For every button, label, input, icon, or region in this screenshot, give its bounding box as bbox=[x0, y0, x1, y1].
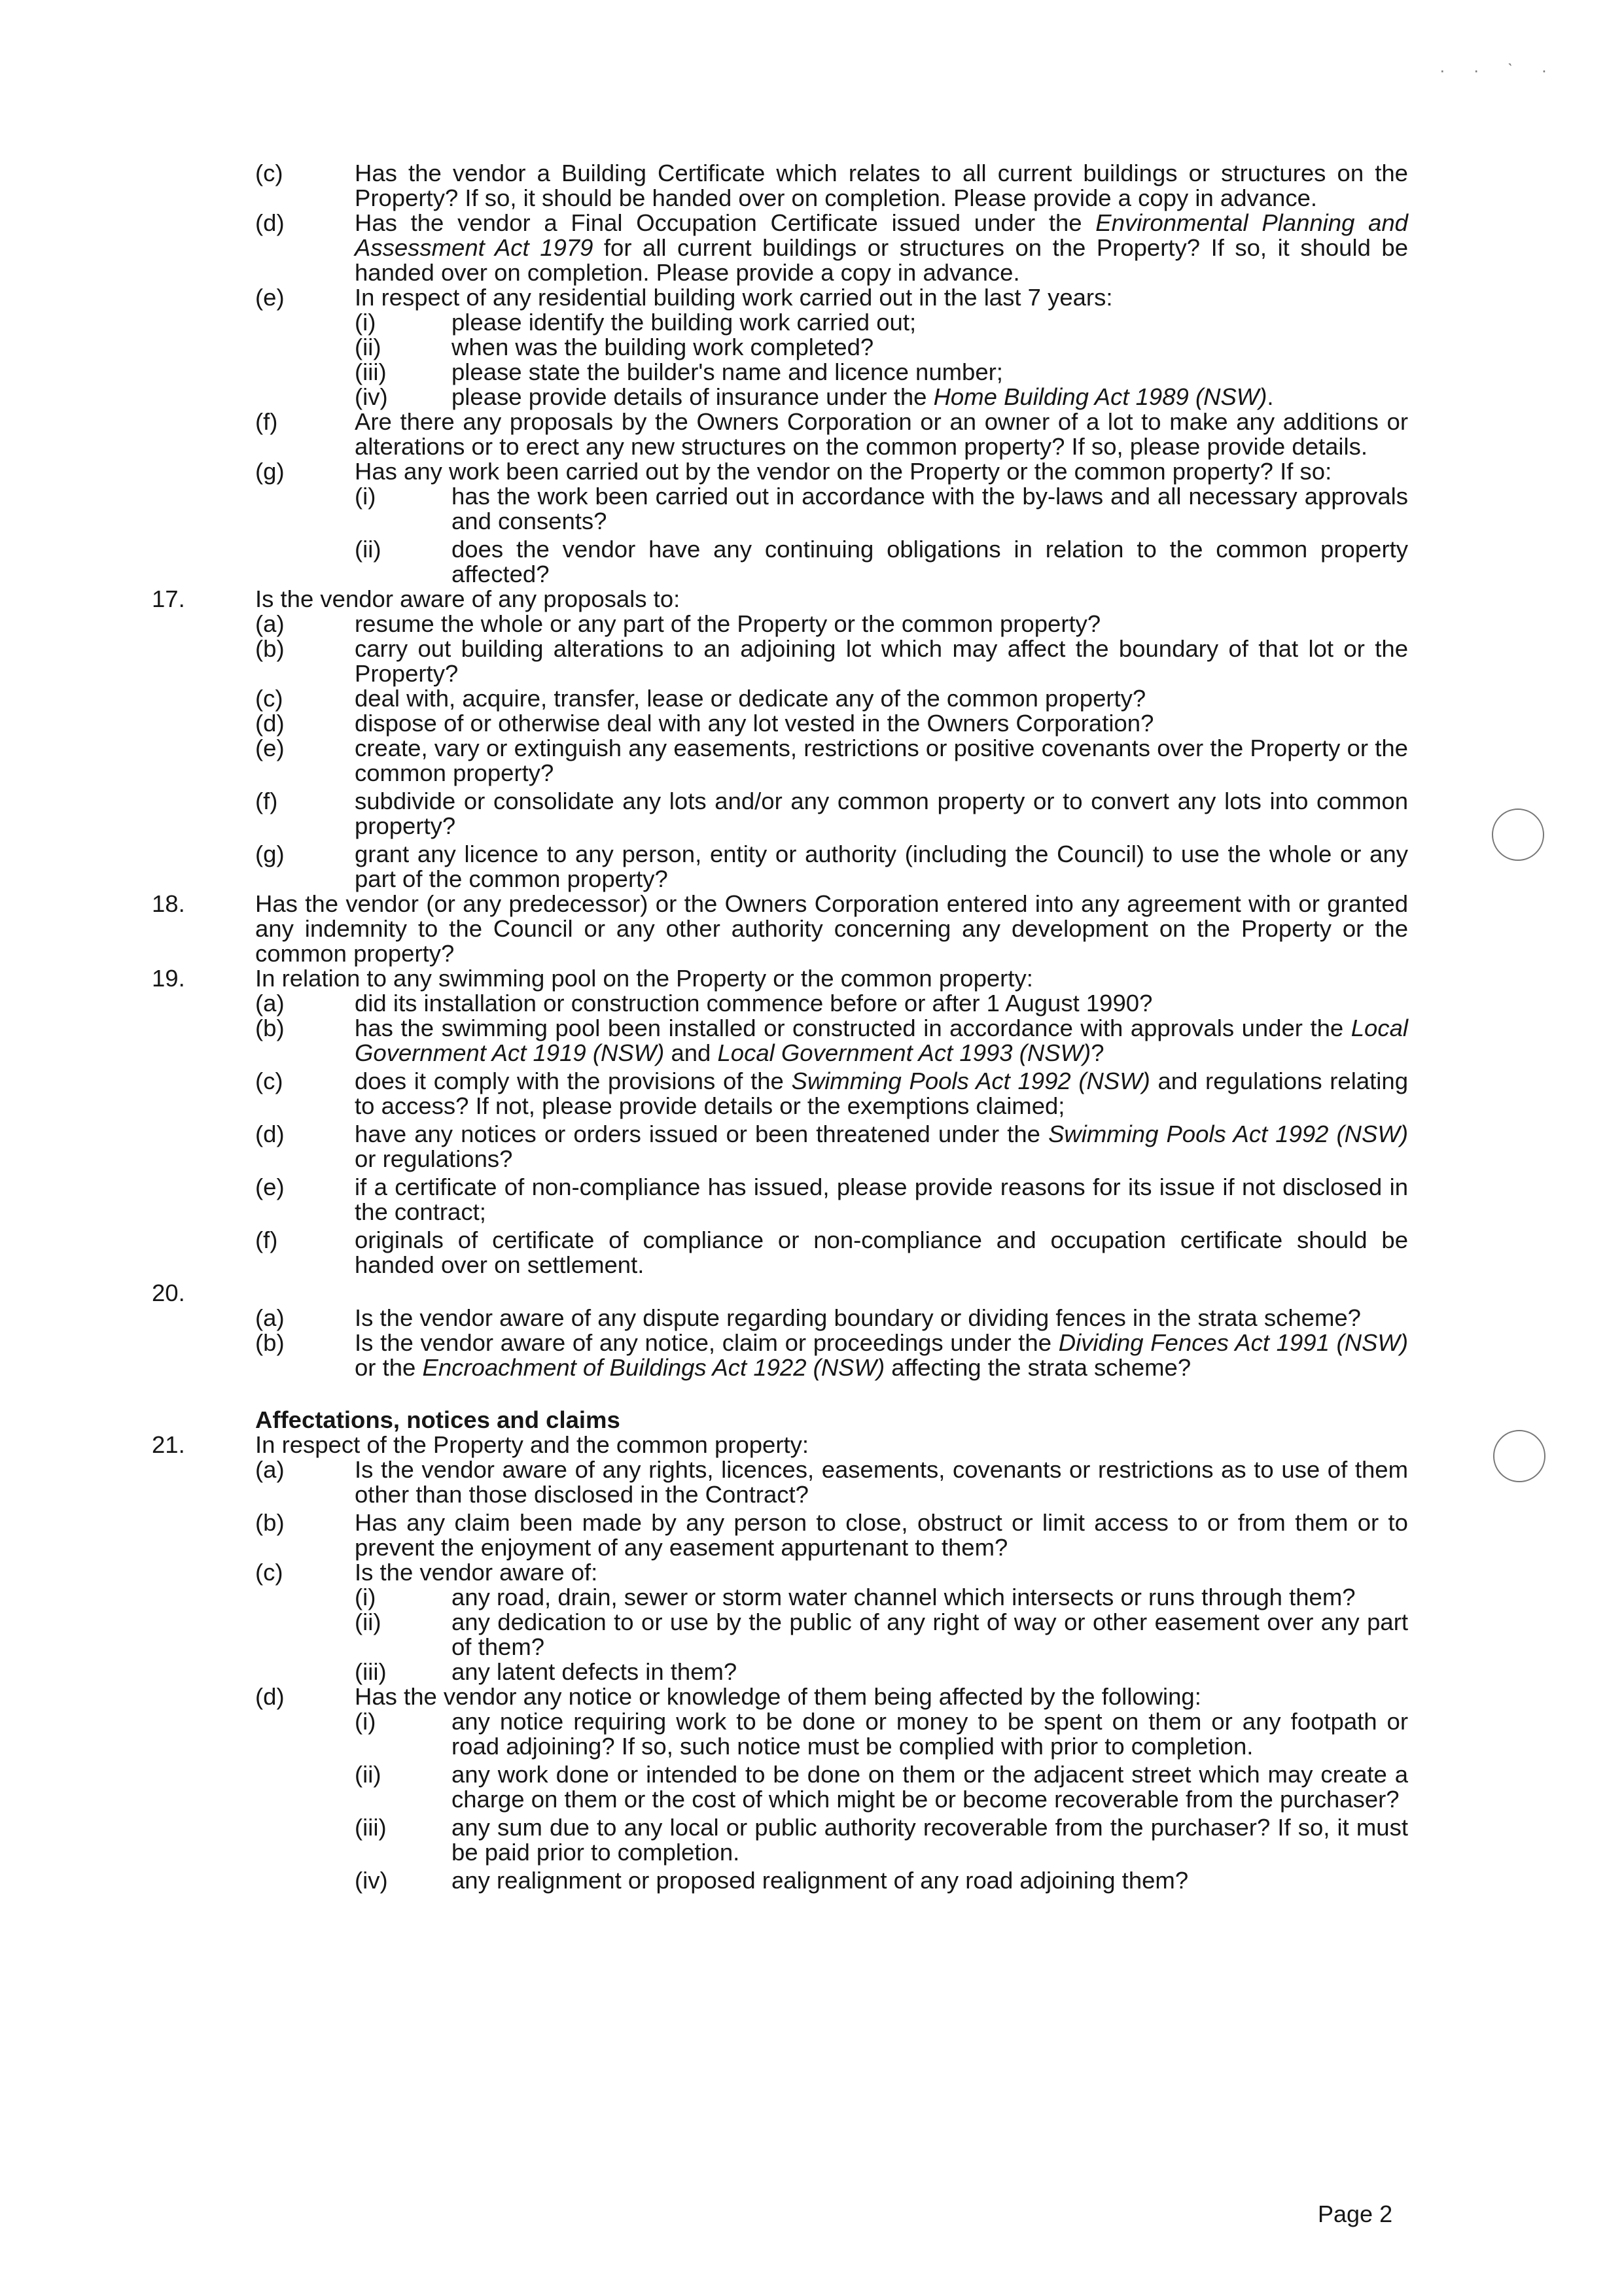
sub-question-item bbox=[152, 1122, 1408, 1172]
item-label: (f) bbox=[255, 788, 278, 814]
sub-sub-question-item bbox=[152, 385, 1408, 409]
question-item bbox=[152, 1281, 1408, 1306]
item-text: In respect of the Property and the common property: bbox=[255, 1431, 809, 1458]
item-text: any notice requiring work to be done or money to be spent on them or any footpath or road adjoining? If so, such notice must be complied with prior to completion. bbox=[451, 1708, 1408, 1760]
item-label: (d) bbox=[255, 710, 285, 737]
item-text: In relation to any swimming pool on the Property or the common property: bbox=[255, 965, 1033, 992]
item-text: did its installation or construction commence before or after 1 August 1990? bbox=[355, 990, 1153, 1017]
item-label: (iv) bbox=[355, 1867, 388, 1894]
question-item bbox=[152, 966, 1408, 991]
sub-question-item bbox=[152, 1069, 1408, 1119]
sub-sub-question-item bbox=[152, 310, 1408, 335]
item-label: (d) bbox=[255, 209, 285, 236]
item-text: when was the building work completed? bbox=[451, 334, 874, 360]
item-text: In respect of any residential building work carried out in the last 7 years: bbox=[355, 284, 1113, 311]
sub-sub-question-item bbox=[152, 537, 1408, 587]
sub-question-item bbox=[152, 711, 1408, 736]
item-label: (a) bbox=[255, 1304, 285, 1331]
item-text: any latent defects in them? bbox=[451, 1658, 737, 1685]
item-label: (f) bbox=[255, 408, 278, 435]
item-label: 17. bbox=[152, 585, 185, 612]
sub-question-item bbox=[152, 1684, 1408, 1709]
item-label: 18. bbox=[152, 890, 185, 917]
item-label: (c) bbox=[255, 685, 283, 712]
item-text: has the swimming pool been installed or constructed in accordance with approvals under the Local Government Act 1919 (NSW) and Local Government Act 1993 (NSW)? bbox=[355, 1015, 1408, 1066]
item-label: 20. bbox=[152, 1279, 185, 1306]
question-item bbox=[152, 892, 1408, 966]
sub-question-item bbox=[152, 1306, 1408, 1331]
item-text: Is the vendor aware of: bbox=[355, 1559, 598, 1586]
sub-sub-question-item bbox=[152, 360, 1408, 385]
sub-question-item bbox=[152, 161, 1408, 211]
sub-question-item bbox=[152, 1457, 1408, 1507]
item-label: (ii) bbox=[355, 334, 381, 360]
item-text: any road, drain, sewer or storm water channel which intersects or runs through them? bbox=[451, 1584, 1356, 1610]
item-text: please provide details of insurance under the Home Building Act 1989 (NSW). bbox=[451, 383, 1274, 410]
item-text: please identify the building work carried out; bbox=[451, 309, 917, 336]
item-label: (iii) bbox=[355, 358, 387, 385]
item-text: if a certificate of non-compliance has issued, please provide reasons for its issue if not disclosed in the contract; bbox=[355, 1174, 1408, 1225]
sub-sub-question-item bbox=[152, 1815, 1408, 1865]
sub-question-item bbox=[152, 842, 1408, 892]
item-text: does the vendor have any continuing obligations in relation to the common property affected? bbox=[451, 536, 1408, 587]
item-text: any dedication to or use by the public of any right of way or other easement over any part of them? bbox=[451, 1609, 1408, 1660]
item-text: please state the builder's name and licence number; bbox=[451, 358, 1003, 385]
sub-sub-question-item bbox=[152, 1868, 1408, 1893]
item-text: Has any claim been made by any person to close, obstruct or limit access to or from them or to prevent the enjoyment of any easement appurtenant to them? bbox=[355, 1509, 1408, 1561]
sub-question-item bbox=[152, 789, 1408, 839]
sub-question-item bbox=[152, 211, 1408, 285]
item-label: (ii) bbox=[355, 1761, 381, 1788]
item-label: (e) bbox=[255, 735, 285, 761]
item-label: (a) bbox=[255, 1456, 285, 1483]
sub-sub-question-item bbox=[152, 1709, 1408, 1759]
item-label: (i) bbox=[355, 1584, 376, 1610]
item-text: originals of certificate of compliance or non-compliance and occupation certificate should be handed over on settlement. bbox=[355, 1226, 1408, 1278]
item-label: (i) bbox=[355, 483, 376, 510]
item-text: has the work been carried out in accordance with the by-laws and all necessary approvals and consents? bbox=[451, 483, 1408, 534]
item-text: Has any work been carried out by the vendor on the Property or the common property? If so: bbox=[355, 458, 1332, 485]
item-text: deal with, acquire, transfer, lease or dedicate any of the common property? bbox=[355, 685, 1146, 712]
sub-question-item bbox=[152, 1331, 1408, 1380]
sub-sub-question-item bbox=[152, 1762, 1408, 1812]
question-item bbox=[152, 587, 1408, 612]
item-text: Is the vendor aware of any dispute regarding boundary or dividing fences in the strata scheme? bbox=[355, 1304, 1361, 1331]
sub-question-item bbox=[152, 736, 1408, 786]
item-text bbox=[255, 1281, 1408, 1306]
item-text: Are there any proposals by the Owners Corporation or an owner of a lot to make any additions or alterations or to erect any new structures on the common property? If so, please provide details. bbox=[355, 408, 1408, 460]
item-text: Has the vendor any notice or knowledge of them being affected by the following: bbox=[355, 1683, 1201, 1710]
page-number: Page 2 bbox=[1318, 2200, 1393, 2227]
sub-question-item bbox=[152, 1510, 1408, 1560]
section-heading: Affectations, notices and claims bbox=[255, 1406, 620, 1433]
item-text: Has the vendor a Final Occupation Certificate issued under the Environmental Planning and Assessment Act 1979 for all current buildings or structures on the Property? If so, it should be handed over on completion. Please provide a copy in advance. bbox=[355, 209, 1409, 286]
item-label: (iii) bbox=[355, 1814, 387, 1841]
sub-sub-question-item bbox=[152, 335, 1408, 360]
item-label: (e) bbox=[255, 284, 285, 311]
sub-question-item bbox=[152, 285, 1408, 310]
item-text: any sum due to any local or public authority recoverable from the purchaser? If so, it must be paid prior to completion. bbox=[451, 1814, 1408, 1866]
item-label: (ii) bbox=[355, 1609, 381, 1635]
item-label: (i) bbox=[355, 309, 376, 336]
sub-question-item bbox=[152, 1175, 1408, 1225]
sub-question-item bbox=[152, 686, 1408, 711]
sub-question-item bbox=[152, 612, 1408, 636]
scan-specks: · · ˋ · bbox=[1439, 60, 1559, 80]
item-text: Is the vendor aware of any rights, licences, easements, covenants or restrictions as to use of them other than those disclosed in the Contract? bbox=[355, 1456, 1408, 1508]
item-label: (d) bbox=[255, 1683, 285, 1710]
item-text: Has the vendor (or any predecessor) or the Owners Corporation entered into any agreement with or granted any indemnity to the Council or any other authority concerning any development on the Property or the common property? bbox=[255, 890, 1408, 967]
item-label: 19. bbox=[152, 965, 185, 992]
item-label: (c) bbox=[255, 1068, 283, 1094]
item-text: have any notices or orders issued or been threatened under the Swimming Pools Act 1992 (NSW) or regulations? bbox=[355, 1121, 1408, 1172]
question-item bbox=[152, 1433, 1408, 1457]
item-text: Has the vendor a Building Certificate which relates to all current buildings or structures on the Property? If so, it should be handed over on completion. Please provide a copy in advance. bbox=[355, 160, 1408, 211]
document-body bbox=[152, 161, 1408, 1893]
item-label: (f) bbox=[255, 1226, 278, 1253]
item-text: Is the vendor aware of any proposals to: bbox=[255, 585, 680, 612]
item-text: dispose of or otherwise deal with any lot vested in the Owners Corporation? bbox=[355, 710, 1154, 737]
item-text: Is the vendor aware of any notice, claim or proceedings under the Dividing Fences Act 1991 (NSW) or the Encroachment of Buildings Act 1922 (NSW) affecting the strata scheme? bbox=[355, 1329, 1409, 1381]
item-label: (d) bbox=[255, 1121, 285, 1147]
item-label: (iv) bbox=[355, 383, 388, 410]
sub-sub-question-item bbox=[152, 1585, 1408, 1610]
item-label: (i) bbox=[355, 1708, 376, 1735]
item-text: create, vary or extinguish any easements, restrictions or positive covenants over the Property or the common property? bbox=[355, 735, 1408, 786]
item-text: does it comply with the provisions of the Swimming Pools Act 1992 (NSW) and regulations relating to access? If not, please provide details or the exemptions claimed; bbox=[355, 1068, 1408, 1119]
item-text: grant any licence to any person, entity or authority (including the Council) to use the whole or any part of the common property? bbox=[355, 841, 1408, 892]
sub-question-item bbox=[152, 459, 1408, 484]
sub-question-item bbox=[152, 1016, 1408, 1066]
punch-hole-top bbox=[1492, 809, 1544, 861]
item-label: (ii) bbox=[355, 536, 381, 563]
item-text: carry out building alterations to an adjoining lot which may affect the boundary of that lot or the Property? bbox=[355, 635, 1408, 687]
item-label: (a) bbox=[255, 610, 285, 637]
item-label: (e) bbox=[255, 1174, 285, 1200]
item-label: (c) bbox=[255, 1559, 283, 1586]
item-label: (a) bbox=[255, 990, 285, 1017]
item-label: (b) bbox=[255, 1329, 285, 1356]
item-text: any realignment or proposed realignment of any road adjoining them? bbox=[451, 1867, 1189, 1894]
item-label: (b) bbox=[255, 635, 285, 662]
sub-sub-question-item bbox=[152, 484, 1408, 534]
punch-hole-bottom bbox=[1493, 1430, 1545, 1482]
sub-question-item bbox=[152, 991, 1408, 1016]
item-label: (iii) bbox=[355, 1658, 387, 1685]
sub-sub-question-item bbox=[152, 1660, 1408, 1684]
item-label: (c) bbox=[255, 160, 283, 186]
item-text: any work done or intended to be done on them or the adjacent street which may create a charge on them or the cost of which might be or become recoverable from the purchaser? bbox=[451, 1761, 1408, 1813]
sub-question-item bbox=[152, 1228, 1408, 1278]
item-text: resume the whole or any part of the Property or the common property? bbox=[355, 610, 1101, 637]
item-text: subdivide or consolidate any lots and/or any common property or to convert any lots into common property? bbox=[355, 788, 1408, 839]
item-label: (b) bbox=[255, 1015, 285, 1041]
sub-question-item bbox=[152, 636, 1408, 686]
item-label: (g) bbox=[255, 841, 285, 867]
sub-question-item bbox=[152, 1560, 1408, 1585]
sub-question-item bbox=[152, 409, 1408, 459]
item-label: (b) bbox=[255, 1509, 285, 1536]
item-label: 21. bbox=[152, 1431, 185, 1458]
sub-sub-question-item bbox=[152, 1610, 1408, 1660]
item-label: (g) bbox=[255, 458, 285, 485]
